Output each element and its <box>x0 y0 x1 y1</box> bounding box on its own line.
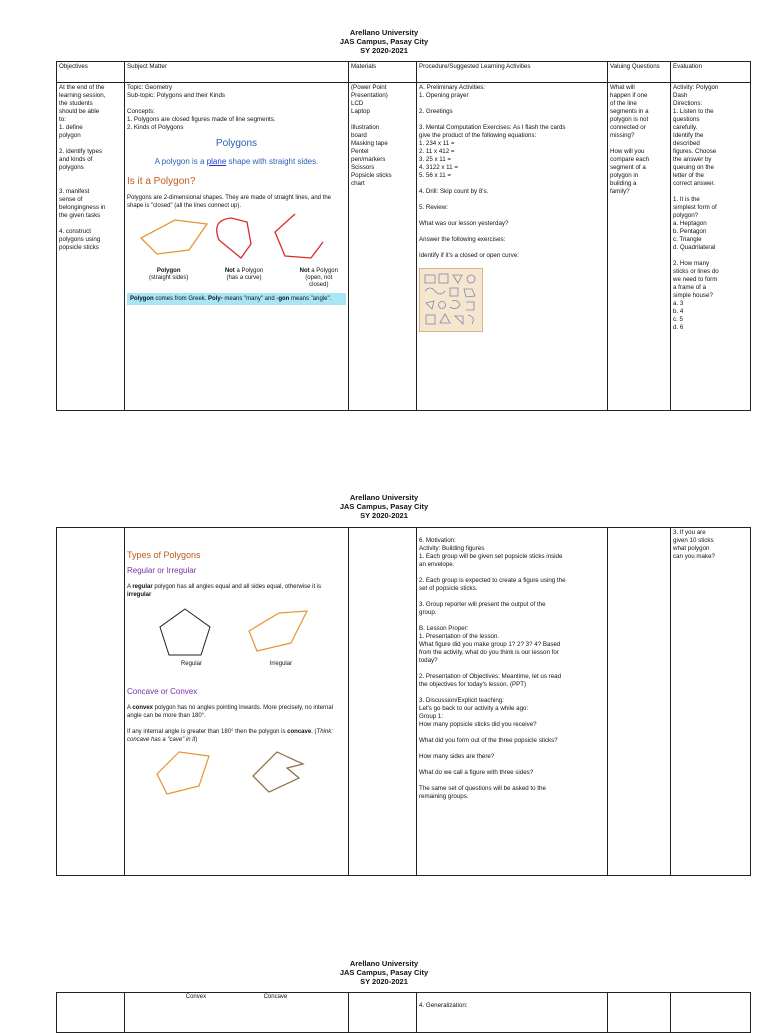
page3-header <box>0 959 768 986</box>
list-line: 2. 11 x 412 = <box>419 148 455 155</box>
list-line: Activity: Building figures <box>419 545 485 552</box>
list-line: what polygon <box>673 545 710 552</box>
campus-name: JAS Campus, Pasay City <box>339 37 429 46</box>
polygon-definition <box>127 158 346 166</box>
list-line: 1. Listen to the <box>673 108 714 115</box>
list-line <box>419 617 605 625</box>
list-line: What will <box>610 84 635 91</box>
page1-header <box>0 28 768 55</box>
polygon-examples-figure <box>127 210 341 268</box>
convex-definition: A convex polygon has no angles pointing inwards. More precisely, no internal angle can be more than 180°. <box>127 705 334 719</box>
list-line: LCD <box>351 100 364 107</box>
list-line: 4. construct <box>59 228 91 235</box>
list-line: Pentel <box>351 148 369 155</box>
valuing-cell <box>608 83 671 411</box>
list-line: correct answer. <box>673 180 715 187</box>
list-line: 1. It is the <box>673 196 700 203</box>
list-line: a frame of a <box>673 284 707 291</box>
list-line: 2. How many <box>673 260 710 267</box>
list-line: What did you form out of the three popsicle sticks? <box>419 737 558 744</box>
list-line: Identify if it's a closed or open curve: <box>419 252 519 259</box>
list-line: queuing on the <box>673 164 714 171</box>
school-year: SY 2020-2021 <box>360 46 408 55</box>
valuing-cell <box>608 993 671 1033</box>
topic-text: Topic: Geometry <box>127 84 173 91</box>
list-line: missing? <box>610 132 635 139</box>
caption-not-polygon-open: Not a Polygon (open, not closed) <box>299 268 338 288</box>
list-line: polygon in <box>610 172 639 179</box>
is-it-polygon-title: Is it a Polygon? <box>127 176 196 187</box>
university-name: Arellano University <box>349 28 419 37</box>
list-line: polygons <box>59 164 84 171</box>
list-line <box>419 244 605 252</box>
list-line: the students <box>59 100 93 107</box>
list-line: connected or <box>610 124 646 131</box>
regular-irregular-title: Regular or Irregular <box>127 566 197 575</box>
list-line: Activity: Polygon <box>673 84 719 91</box>
polygon-example-shape <box>141 220 207 254</box>
list-line: 1. Opening prayer <box>419 92 469 99</box>
definition-text: A polygon is a <box>154 157 207 166</box>
list-line: 2. Each group is expected to create a figure using the <box>419 577 566 584</box>
list-line: group. <box>419 609 437 616</box>
list-line: c. 5 <box>673 316 683 323</box>
list-line: compare each <box>610 156 650 163</box>
polygons-title: Polygons <box>215 138 258 149</box>
materials-cell <box>349 993 417 1033</box>
subject-matter-cell <box>125 528 349 876</box>
page2-header <box>0 493 768 520</box>
list-line: chart <box>351 180 365 187</box>
header-subject-matter: Subject Matter <box>125 62 349 83</box>
list-line: of the line <box>610 100 637 107</box>
concepts-label: Concepts: <box>127 108 155 115</box>
list-line: 1. Each group will be given set popsicle sticks inside <box>419 553 563 560</box>
valuing-list <box>610 84 668 196</box>
caption-polygon: Polygon (straight sides) <box>149 268 189 281</box>
list-line <box>673 188 748 196</box>
campus-name: JAS Campus, Pasay City <box>339 968 429 977</box>
header-objectives: Objectives <box>57 62 125 83</box>
convex-concave-captions <box>127 994 346 1001</box>
list-line: the answer by <box>673 156 712 163</box>
list-line: should be able <box>59 108 100 115</box>
list-line: 3. manifest <box>59 188 90 195</box>
list-line: How will you <box>610 148 645 155</box>
regular-irregular-figure <box>127 599 341 661</box>
list-line: What figure did you make group 1? 2? 3? 4? Based <box>419 641 561 648</box>
list-line: The same set of questions will be asked to the <box>419 785 546 792</box>
list-line: How many popsicle sticks did you receive? <box>419 721 537 728</box>
school-year: SY 2020-2021 <box>360 511 408 520</box>
list-line <box>59 180 122 188</box>
list-line: simple house? <box>673 292 713 299</box>
list-line: Let's go back to our activity a while ago: <box>419 705 529 712</box>
list-line: polygon? <box>673 212 699 219</box>
convex-polygon <box>157 752 209 794</box>
list-line: building a <box>610 180 637 187</box>
is-it-polygon-text: Polygons are 2-dimensional shapes. They are made of straight lines, and the shape is "closed" (all the lines connect up). <box>127 195 332 209</box>
list-line <box>419 665 605 673</box>
list-line <box>419 729 605 737</box>
list-line: from the activity, what do you think is our lesson for <box>419 649 559 656</box>
list-line: Identify the <box>673 132 704 139</box>
list-line: 2. Greetings <box>419 108 453 115</box>
greek-origin-note: Polygon comes from Greek. Poly- means "many" and -gon means "angle". <box>127 293 346 305</box>
list-line: polygon <box>59 132 81 139</box>
list-line <box>351 116 414 124</box>
list-line <box>59 140 122 148</box>
objectives-cell <box>57 83 125 411</box>
objectives-cell <box>57 993 125 1033</box>
list-line: simplest form of <box>673 204 717 211</box>
list-line <box>59 220 122 228</box>
list-line <box>419 689 605 697</box>
list-line: sticks or lines do <box>673 268 719 275</box>
list-line: What do we call a figure with three sides? <box>419 769 534 776</box>
list-line: Presentation) <box>351 92 388 99</box>
evaluation-cell <box>671 83 751 411</box>
curved-shape-example <box>217 218 251 258</box>
list-line <box>419 777 605 785</box>
subject-matter-cell <box>125 993 349 1033</box>
list-line: 4. 3122 x 11 = <box>419 164 458 171</box>
list-line <box>419 212 605 220</box>
list-line: 3. Discussion/Explicit teaching: <box>419 697 504 704</box>
concave-polygon <box>253 752 303 792</box>
list-line: Scissors <box>351 164 375 171</box>
list-line: popsicle sticks <box>59 244 99 251</box>
list-line: a. 3 <box>673 300 684 307</box>
list-line <box>673 252 748 260</box>
list-line: 6. Motivation: <box>419 537 456 544</box>
list-line: and kinds of <box>59 156 93 163</box>
list-line: a. Heptagon <box>673 220 707 227</box>
list-line <box>419 593 605 601</box>
list-line: happen if one <box>610 92 648 99</box>
list-line: b. Pentagon <box>673 228 707 235</box>
list-line: 2. Presentation of Objectives: Meantime, let us read <box>419 673 562 680</box>
list-line: the given tasks <box>59 212 101 219</box>
list-line: described <box>673 140 700 147</box>
regular-pentagon <box>160 609 210 655</box>
list-line: board <box>351 132 367 139</box>
list-line: What was our lesson yesterday? <box>419 220 509 227</box>
list-line: belongingness in <box>59 204 106 211</box>
procedure-list <box>419 84 605 260</box>
list-line: 4. Drill: Skip count by 8's. <box>419 188 489 195</box>
list-line: 2. identify types <box>59 148 102 155</box>
list-line: an envelope. <box>419 561 455 568</box>
list-line: polygons using <box>59 236 101 243</box>
list-line: give the product of the following equations: <box>419 132 537 139</box>
list-line <box>419 745 605 753</box>
list-line: we need to form <box>673 276 718 283</box>
list-line <box>59 172 122 180</box>
evaluation-list <box>673 529 748 561</box>
list-line <box>419 180 605 188</box>
caption-irregular: Irregular <box>269 661 293 667</box>
list-line: to: <box>59 116 66 123</box>
header-procedure: Procedure/Suggested Learning Activities <box>417 62 608 83</box>
list-line: questions <box>673 116 700 123</box>
polygon-captions <box>127 268 346 289</box>
list-line: Directions: <box>673 100 703 107</box>
concept-1: 1. Polygons are closed figures made of line segments. <box>127 116 276 123</box>
open-shape-example <box>275 214 323 258</box>
evaluation-cell <box>671 993 751 1033</box>
list-line: given 10 sticks <box>673 537 714 544</box>
materials-list <box>351 84 414 188</box>
caption-regular: Regular <box>180 661 202 667</box>
table-header-row <box>57 62 751 83</box>
list-line: segment of a <box>610 164 646 171</box>
types-of-polygons-title: Types of Polygons <box>127 550 201 560</box>
curves-board-illustration <box>420 269 482 331</box>
concept-2: 2. Kinds of Polygons <box>127 124 184 131</box>
list-line: segments in a <box>610 108 649 115</box>
list-line: 3. If you are <box>673 529 706 536</box>
list-line: Masking tape <box>351 140 388 147</box>
closed-open-curves-image <box>419 268 483 332</box>
header-valuing-questions: Valuing Questions <box>608 62 671 83</box>
caption-not-polygon-curve: Not a Polygon (has a curve) <box>224 268 264 281</box>
list-line <box>419 196 605 204</box>
list-line: Dash <box>673 92 688 99</box>
procedure-cell <box>417 528 608 876</box>
convex-concave-figure <box>127 744 341 802</box>
list-line: 1. define <box>59 124 83 131</box>
list-line: 5. 56 x 11 = <box>419 172 452 179</box>
list-line: Illustration <box>351 124 380 131</box>
table-row <box>57 528 751 876</box>
list-line: (Power Point <box>351 84 387 91</box>
list-line <box>419 228 605 236</box>
procedure-list <box>419 537 605 801</box>
university-name: Arellano University <box>349 959 419 968</box>
list-line: Laptop <box>351 108 370 115</box>
list-line: figures. Choose <box>673 148 717 155</box>
list-line: family? <box>610 188 630 195</box>
list-line: B. Lesson Proper: <box>419 625 469 632</box>
materials-cell <box>349 83 417 411</box>
objectives-list <box>59 84 122 252</box>
table-row <box>57 83 751 411</box>
caption-convex: Convex <box>185 994 207 1000</box>
header-materials: Materials <box>349 62 417 83</box>
list-line: 1. Presentation of the lesson. <box>419 633 500 640</box>
school-year: SY 2020-2021 <box>360 977 408 986</box>
procedure-cell <box>417 83 608 411</box>
table-row <box>57 993 751 1033</box>
evaluation-list <box>673 84 748 332</box>
university-name: Arellano University <box>349 493 419 502</box>
regular-irregular-captions <box>127 661 346 668</box>
list-line: Group 1: <box>419 713 444 720</box>
list-line: polygon is not <box>610 116 649 123</box>
evaluation-cell <box>671 528 751 876</box>
list-line: can you make? <box>673 553 715 560</box>
concave-definition: If any internal angle is greater than 180° then the polygon is concave. (Think: concave has a "cave" in it) <box>127 729 333 743</box>
list-line <box>419 569 605 577</box>
list-line: Popsicle sticks <box>351 172 392 179</box>
irregular-pentagon <box>249 611 307 651</box>
subject-matter-cell <box>125 83 349 411</box>
lesson-plan-table-page3 <box>56 992 751 1033</box>
list-line: sense of <box>59 196 83 203</box>
list-line: d. Quadrilateral <box>673 244 716 251</box>
list-line: c. Triangle <box>673 236 702 243</box>
list-line: learning session, <box>59 92 106 99</box>
list-line: carefully. <box>673 124 698 131</box>
campus-name: JAS Campus, Pasay City <box>339 502 429 511</box>
list-line <box>610 140 668 148</box>
procedure-cell <box>417 993 608 1033</box>
list-line: pen/markers <box>351 156 386 163</box>
list-line: 3. Group reporter will present the output of the <box>419 601 546 608</box>
list-line: How many sides are there? <box>419 753 495 760</box>
list-line: At the end of the <box>59 84 105 91</box>
header-evaluation: Evaluation <box>671 62 751 83</box>
objectives-cell <box>57 528 125 876</box>
lesson-plan-table-page1 <box>56 61 751 411</box>
subtopic-text: Sub-topic: Polygons and their Kinds <box>127 92 226 99</box>
list-line: 5. Review: <box>419 204 448 211</box>
concave-convex-title: Concave or Convex <box>127 687 198 696</box>
list-line: the objectives for today's lesson. (PPT) <box>419 681 527 688</box>
regular-definition: A regular polygon has all angles equal and all sides equal, otherwise it is irregular <box>127 584 322 598</box>
materials-cell <box>349 528 417 876</box>
list-line: 3. 25 x 11 = <box>419 156 452 163</box>
list-line: 1. 234 x 11 = <box>419 140 455 147</box>
valuing-cell <box>608 528 671 876</box>
list-line: A. Preliminary Activities: <box>419 84 486 91</box>
list-line: 3. Mental Computation Exercises: As I flash the cards <box>419 124 566 131</box>
list-line <box>419 116 605 124</box>
list-line <box>419 100 605 108</box>
list-line: today? <box>419 657 438 664</box>
list-line: Answer the following exercises: <box>419 236 506 243</box>
definition-text-end: shape with straight sides. <box>226 157 319 166</box>
caption-concave: Concave <box>263 994 288 1000</box>
list-line: letter of the <box>673 172 704 179</box>
lesson-plan-table-page2 <box>56 527 751 876</box>
list-line <box>419 761 605 769</box>
generalization-label: 4. Generalization: <box>419 1002 468 1009</box>
plane-link[interactable]: plane <box>206 157 227 166</box>
list-line: remaining groups. <box>419 793 469 800</box>
list-line: d. 6 <box>673 324 684 331</box>
list-line: set of popsicle sticks. <box>419 585 478 592</box>
list-line: b. 4 <box>673 308 684 315</box>
